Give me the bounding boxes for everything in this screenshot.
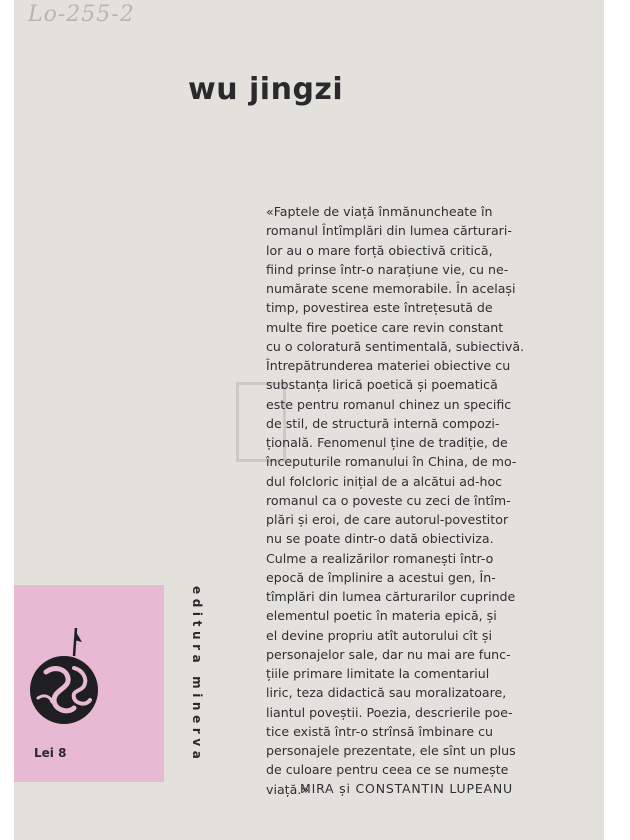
- blurb-line: elementul poetic în materia epică, și: [266, 608, 497, 624]
- author-credit: MIRA și CONSTANTIN LUPEANU: [300, 781, 513, 796]
- blurb-line: personajelor sale, dar nu mai are func-: [266, 646, 511, 662]
- blurb-line: tîmplări din lumea cărturarilor cuprinde: [266, 589, 516, 604]
- blurb-line: cu o coloratură sentimentală, subiectivă.: [266, 338, 525, 354]
- blurb-line: plări și eroi, de care autorul-povestitor: [266, 512, 509, 527]
- blurb-line: fiind prinse într-o narațiune vie, cu ne-: [266, 261, 509, 277]
- blurb-line: lor au o mare forță obiectivă critică,: [266, 242, 493, 258]
- blurb-line: substanța lirică poetică și poematică: [266, 377, 498, 393]
- blurb-line: numărate scene memorabile. În același: [266, 281, 516, 296]
- blurb-text: [266, 202, 546, 799]
- blurb-line: epocă de împlinire a acestui gen, În-: [266, 569, 496, 585]
- blurb-line: începuturile romanului în China, de mo-: [266, 454, 517, 470]
- blurb-paragraph-2: [266, 549, 546, 799]
- blurb-line: timp, povestirea este întrețesută de: [266, 300, 493, 316]
- blurb-line: liric, teza didactică sau moralizatoare,: [266, 685, 507, 701]
- blurb-line: el devine propriu atît autorului cît și: [266, 627, 492, 643]
- minerva-logo-icon: [24, 628, 110, 728]
- price-label: Lei 8: [34, 746, 67, 760]
- blurb-line: de culoare pentru ceea ce se numește: [266, 762, 509, 778]
- book-title: wu jingzi: [188, 72, 344, 107]
- blurb-line: personajele prezentate, ele sînt un plus: [266, 743, 516, 758]
- blurb-line: liantul poveștii. Poezia, descrierile poe-: [266, 704, 513, 720]
- blurb-line: viață.»: [266, 781, 310, 797]
- blurb-line: Întrepătrunderea materiei obiective cu: [266, 358, 511, 373]
- blurb-line: tice există într-o strînsă îmbinare cu: [266, 723, 494, 739]
- blurb-line: este pentru romanul chinez un specific: [266, 396, 512, 412]
- blurb-line: romanul ca o poveste cu zeci de întîm-: [266, 492, 511, 508]
- blurb-line: «Faptele de viață înmănuncheate în: [266, 204, 493, 219]
- blurb-line: dul folcloric inițial de a alcătui ad-hoc: [266, 473, 503, 489]
- blurb-line: de stil, de structură internă compozi-: [266, 415, 500, 431]
- blurb-line: multe fire poetice care revin constant: [266, 319, 504, 335]
- handwritten-note: Lo-255-2: [28, 2, 135, 27]
- blurb-paragraph-1: [266, 202, 546, 549]
- blurb-line: romanul Întîmplări din lumea cărturari-: [266, 223, 512, 239]
- blurb-line: țiile primare limitate la comentariul: [266, 666, 490, 681]
- blurb-line: nu se poate dintr-o dată obiectiviza.: [266, 531, 494, 547]
- blurb-line: țională. Fenomenul ține de tradiție, de: [266, 435, 508, 450]
- publisher-name-vertical: editura minerva: [190, 586, 204, 764]
- blurb-line: Culme a realizărilor romanești într-o: [266, 550, 494, 566]
